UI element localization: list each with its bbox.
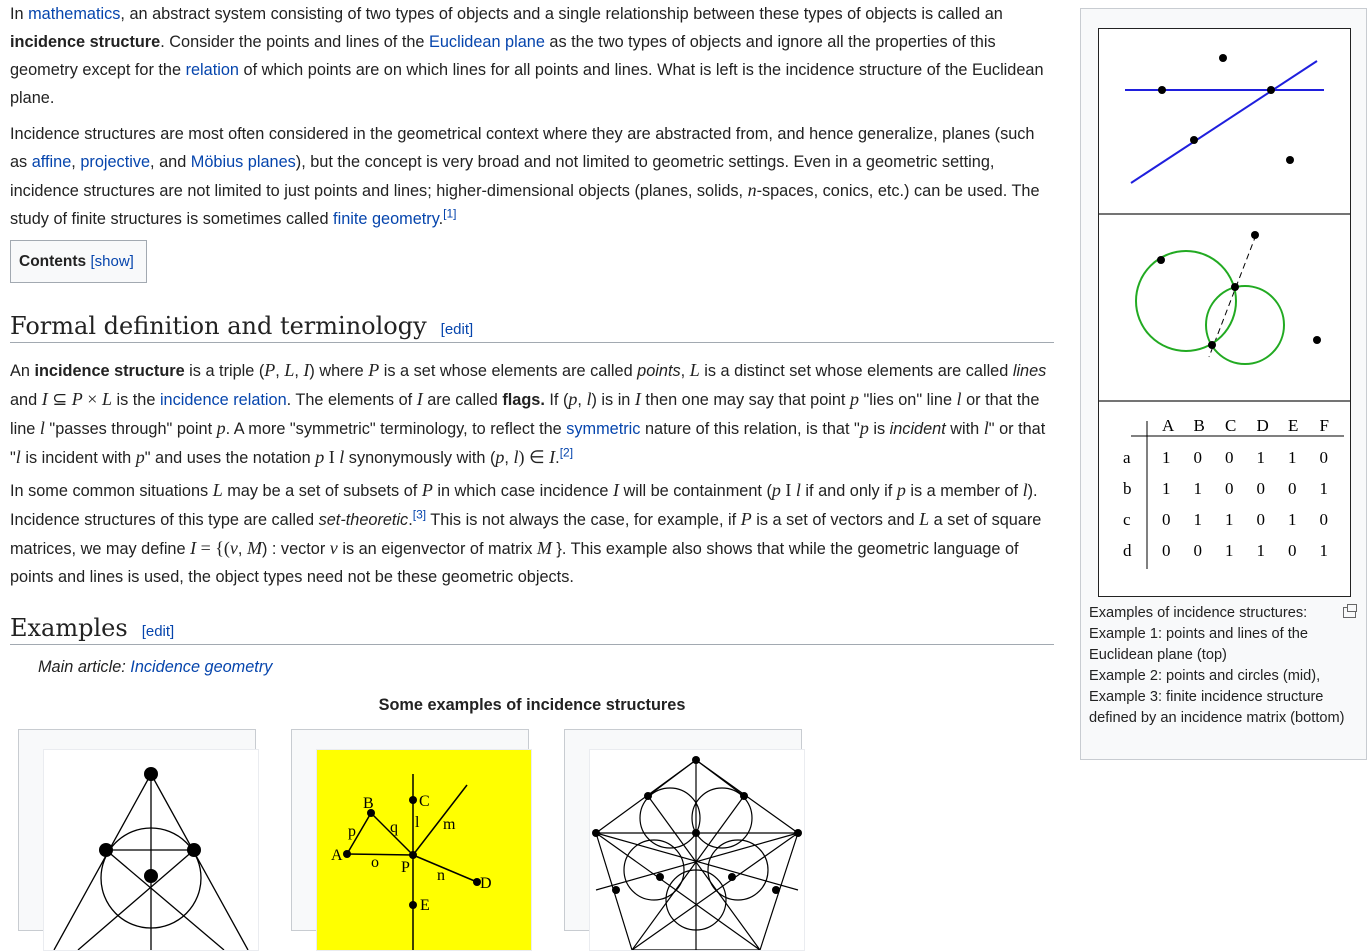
matrix-cell: 0 <box>1256 510 1265 529</box>
matrix-cell: 1 <box>1225 541 1234 560</box>
fano-point <box>144 869 158 883</box>
text: and <box>10 391 42 409</box>
math-symbol: v <box>229 538 238 558</box>
gallery-image[interactable] <box>589 749 805 951</box>
text: is a triple ( <box>184 362 265 380</box>
text: if and only if <box>800 482 897 500</box>
text: "lies on" line <box>858 391 957 409</box>
math-symbol: L <box>689 360 700 380</box>
math-symbol: l <box>39 418 45 438</box>
text: synonymously with ( <box>344 449 496 467</box>
inline-link[interactable]: symmetric <box>566 420 641 438</box>
math-symbol: I <box>780 480 796 500</box>
heading-text: Examples <box>10 614 128 642</box>
matrix-cell: 1 <box>1288 510 1297 529</box>
matrix-cell: 1 <box>1256 448 1265 467</box>
matrix-cell: 0 <box>1193 541 1202 560</box>
text: or that the line <box>10 391 1040 438</box>
pentagon-circles-diagram <box>590 750 804 950</box>
matrix-row-header: d <box>1123 541 1132 560</box>
label-B: B <box>363 795 374 812</box>
text: a set of square matrices, we may define <box>10 511 1042 558</box>
matrix-cell: 0 <box>1162 510 1171 529</box>
example-1-euclidean <box>1125 54 1324 183</box>
matrix-col-header: E <box>1288 416 1299 435</box>
math-symbol: M <box>246 538 262 558</box>
text: Incidence structures are most often considered in the geometrical context where they are abstracted from, and hence generalize, planes (such as <box>10 125 1035 171</box>
text: -spaces, conics, etc.) can be used. The study of finite structures is sometimes called <box>10 182 1040 228</box>
heading-text: Formal definition and terminology <box>10 312 427 340</box>
infobox-image[interactable] <box>1098 28 1351 597</box>
label-P: P <box>401 859 410 876</box>
math-symbol: M <box>536 538 552 558</box>
section-heading-examples <box>10 614 1054 645</box>
bold-term: flags. <box>502 391 545 409</box>
text: in which case incidence <box>432 482 613 500</box>
math-symbol: I <box>612 480 619 500</box>
point-C <box>409 796 417 804</box>
text: , <box>71 153 81 171</box>
math-symbol: P <box>264 360 276 380</box>
caption-line: Example 1: points and lines of the Euclidean plane (top) <box>1089 626 1309 663</box>
example-2-circles <box>1136 231 1321 364</box>
text: In some common situations <box>10 482 213 500</box>
text: , <box>680 362 690 380</box>
math-symbol: P <box>71 389 83 409</box>
fano-point <box>99 843 113 857</box>
math-symbol: p <box>135 447 145 467</box>
table-of-contents <box>10 240 147 283</box>
math-symbol: l <box>983 418 989 438</box>
matrix-cell: 1 <box>1162 448 1171 467</box>
text: ), but the concept is very broad and not limited to geometric settings. Even in a geometric setting, incidence structures are not limited to just points and lines; higher-dimensional objects (planes, solids, <box>10 153 995 200</box>
matrix-row-header: a <box>1123 448 1131 467</box>
point-A <box>343 850 351 858</box>
text: In <box>10 5 29 23</box>
matrix-row-header: b <box>1123 479 1132 498</box>
text: is <box>868 420 890 438</box>
label-o: o <box>371 854 379 871</box>
text: "passes through" point <box>44 420 217 438</box>
edit-section-link[interactable]: [edit] <box>440 321 474 338</box>
text: If ( <box>544 391 569 409</box>
math-symbol: I <box>190 538 197 558</box>
reference[interactable]: [2] <box>559 445 574 460</box>
math-symbol: I <box>324 447 340 467</box>
link-incidence-geometry[interactable]: Incidence geometry <box>130 658 273 676</box>
link-euclidean-plane[interactable]: Euclidean plane <box>429 33 545 51</box>
section-heading-formal-definition <box>10 312 1054 343</box>
math-symbol: l <box>15 447 21 467</box>
definition-paragraph-2 <box>10 476 1056 591</box>
text: ) : vector <box>261 540 330 558</box>
toc-title: Contents <box>19 253 87 270</box>
italic-term: set-theoretic <box>318 511 409 529</box>
reference[interactable]: [3] <box>412 507 427 522</box>
labeled-incidence-diagram <box>317 750 531 950</box>
link-mobius-planes[interactable]: Möbius planes <box>190 153 296 171</box>
text: , <box>237 540 247 558</box>
math-symbol: × <box>82 389 102 409</box>
math-symbol: I <box>416 389 423 409</box>
matrix-cell: 0 <box>1162 541 1171 560</box>
toc-toggle[interactable]: [show] <box>90 253 134 270</box>
math-symbol: l <box>586 389 592 409</box>
text: " and uses the notation <box>144 449 316 467</box>
matrix-col-header: C <box>1225 416 1237 435</box>
italic-term: points <box>637 362 681 380</box>
matrix-cell: 1 <box>1193 510 1202 529</box>
math-symbol: p <box>896 480 906 500</box>
reference-sup <box>560 446 573 460</box>
matrix-cell: 1 <box>1162 479 1171 498</box>
math-symbol: ⊆ <box>47 389 72 409</box>
math-symbol: l <box>339 447 345 467</box>
edit-section-link[interactable]: [edit] <box>141 623 175 640</box>
math-symbol: L <box>101 389 112 409</box>
link-relation[interactable]: relation <box>185 61 239 79</box>
text: is incident with <box>20 449 136 467</box>
italic-term: lines <box>1012 362 1047 380</box>
text: of which points are on which lines for all points and lines. What is left is the incidence structure of the Euclidean plane. <box>10 61 1044 107</box>
matrix-cell: 1 <box>1288 448 1297 467</box>
math-symbol: l <box>795 480 801 500</box>
term-incidence-structure: incidence structure <box>10 33 161 51</box>
text: is a distinct set whose elements are called <box>699 362 1013 380</box>
text: }. This example also shows that while the geometric language of points and lines is used, the object types need not be these geometric objects. <box>10 540 1019 586</box>
gallery-image[interactable] <box>316 749 532 951</box>
math-symbol: L <box>212 480 223 500</box>
math-symbol: p <box>315 447 325 467</box>
text: will be containment ( <box>618 482 772 500</box>
pentagon-point <box>592 829 600 837</box>
text: is a set of vectors and <box>751 511 920 529</box>
text: . Consider the points and lines of the <box>160 33 430 51</box>
pentagon-point <box>794 829 802 837</box>
gallery-image[interactable] <box>43 749 259 951</box>
link-affine[interactable]: affine <box>31 153 72 171</box>
matrix-cell: 0 <box>1288 479 1297 498</box>
example-3-matrix <box>1123 416 1344 569</box>
ref-1[interactable]: [1] <box>443 206 457 221</box>
matrix-cell: 1 <box>1319 541 1328 560</box>
label-n: n <box>437 867 445 884</box>
text: , an abstract system consisting of two types of objects and a single relationship between these types of objects is called an <box>120 5 1003 23</box>
pentagon-point <box>656 873 664 881</box>
text: . A more "symmetric" terminology, to reflect the <box>225 420 567 438</box>
label-q: q <box>390 819 398 836</box>
label-C: C <box>419 793 430 810</box>
math-symbol: p <box>495 447 505 467</box>
pentagon-point <box>692 756 700 764</box>
math-symbol: p <box>849 389 859 409</box>
inline-link[interactable]: incidence relation <box>159 391 287 409</box>
matrix-cell: 1 <box>1319 479 1328 498</box>
math-symbol: I <box>634 389 641 409</box>
text: with <box>945 420 984 438</box>
intro-paragraph-2 <box>10 120 1040 233</box>
text: is a member of <box>905 482 1023 500</box>
intro-paragraph-1 <box>10 0 1056 112</box>
italic-term: incident <box>889 420 946 438</box>
matrix-col-header: A <box>1162 416 1175 435</box>
text: , and <box>150 153 191 171</box>
text: then one may say that point <box>640 391 850 409</box>
pentagon-point <box>692 829 700 837</box>
hatnote <box>38 658 272 677</box>
infobox-figure <box>1080 8 1367 760</box>
matrix-col-header: F <box>1319 416 1329 435</box>
pentagon-point <box>740 792 748 800</box>
text: is a set whose elements are called <box>379 362 638 380</box>
math-symbol: P <box>421 480 433 500</box>
label-l: l <box>415 814 420 831</box>
math-symbol: P <box>368 360 380 380</box>
math-symbol: L <box>284 360 295 380</box>
math-symbol: L <box>919 509 930 529</box>
math-symbol: = {( <box>196 538 230 558</box>
text: may be a set of subsets of <box>222 482 422 500</box>
matrix-cell: 0 <box>1319 510 1328 529</box>
text: is the <box>111 391 160 409</box>
math-symbol: l <box>956 389 962 409</box>
matrix-cell: 1 <box>1193 479 1202 498</box>
gallery-item-fano-plane[interactable] <box>18 729 256 931</box>
pentagon-point <box>612 886 620 894</box>
math-symbol: I <box>41 389 48 409</box>
math-symbol: l <box>1022 480 1028 500</box>
gallery-item-labeled-structure[interactable] <box>291 729 529 931</box>
label-m: m <box>443 816 456 833</box>
bold-term: incidence structure <box>34 362 185 380</box>
text: ) is in <box>591 391 635 409</box>
text: . The elements of <box>286 391 417 409</box>
text: , <box>294 362 304 380</box>
math-symbol: I <box>549 447 556 467</box>
math-symbol: v <box>329 538 338 558</box>
infobox-caption <box>1089 603 1351 729</box>
math-symbol: p <box>859 418 869 438</box>
matrix-cell: 0 <box>1193 448 1202 467</box>
math-symbol: ) ∈ <box>518 447 550 467</box>
math-symbol: p <box>216 418 226 438</box>
text: " or that " <box>10 420 1046 467</box>
label-A: A <box>331 847 343 864</box>
matrix-cell: 0 <box>1319 448 1328 467</box>
text: ). Incidence structures of this type are called <box>10 482 1038 529</box>
math-symbol: p <box>568 389 578 409</box>
text: . <box>408 511 413 529</box>
definition-paragraph-1 <box>10 356 1050 472</box>
text: , <box>275 362 285 380</box>
text: . <box>438 210 444 228</box>
matrix-cell: 1 <box>1225 510 1234 529</box>
math-symbol: P <box>740 509 752 529</box>
text: as the two types of objects and ignore all the properties of this geometry except for the <box>10 33 996 79</box>
label-D: D <box>480 875 492 892</box>
label-p: p <box>348 823 356 840</box>
math-symbol: p <box>771 480 781 500</box>
link-projective[interactable]: projective <box>80 153 151 171</box>
text: ) where <box>309 362 369 380</box>
text: , <box>504 449 514 467</box>
fano-point <box>144 767 158 781</box>
text: is an eigenvector of matrix <box>337 540 537 558</box>
incidence-examples-diagram <box>1099 29 1350 596</box>
reference-sup <box>413 508 426 522</box>
link-finite-geometry[interactable]: finite geometry <box>333 210 439 228</box>
matrix-cell: 0 <box>1225 448 1234 467</box>
link-mathematics[interactable]: mathematics <box>28 5 121 23</box>
text: . <box>555 449 560 467</box>
matrix-cell: 0 <box>1225 479 1234 498</box>
matrix-cell: 0 <box>1256 479 1265 498</box>
matrix-row-header: c <box>1123 510 1131 529</box>
matrix-col-header: B <box>1193 416 1205 435</box>
matrix-cell: 0 <box>1288 541 1297 560</box>
text: , <box>577 391 587 409</box>
math-n: n <box>747 180 757 200</box>
math-symbol: I <box>303 360 310 380</box>
text: An <box>10 362 35 380</box>
matrix-cell: 1 <box>1256 541 1265 560</box>
math-symbol: l <box>513 447 519 467</box>
label-E: E <box>420 897 430 914</box>
caption-line: Example 3: finite incidence structure defined by an incidence matrix (bottom) <box>1089 689 1345 726</box>
point-P <box>409 851 417 859</box>
text: are called <box>422 391 503 409</box>
fano-plane-diagram <box>44 750 258 950</box>
caption-line: Example 2: points and circles (mid), <box>1089 668 1321 684</box>
fano-point <box>187 843 201 857</box>
pentagon-point <box>772 886 780 894</box>
pentagon-point <box>728 873 736 881</box>
text: This is not always the case, for example, if <box>426 511 741 529</box>
text: nature of this relation, is that " <box>640 420 860 438</box>
gallery-item-pentagon-structure[interactable] <box>564 729 802 931</box>
matrix-col-header: D <box>1256 416 1269 435</box>
gallery-title: Some examples of incidence structures <box>378 696 686 714</box>
caption-line: Examples of incidence structures: <box>1089 605 1308 621</box>
pentagon-point <box>644 792 652 800</box>
hatnote-prefix: Main article: <box>38 658 131 676</box>
